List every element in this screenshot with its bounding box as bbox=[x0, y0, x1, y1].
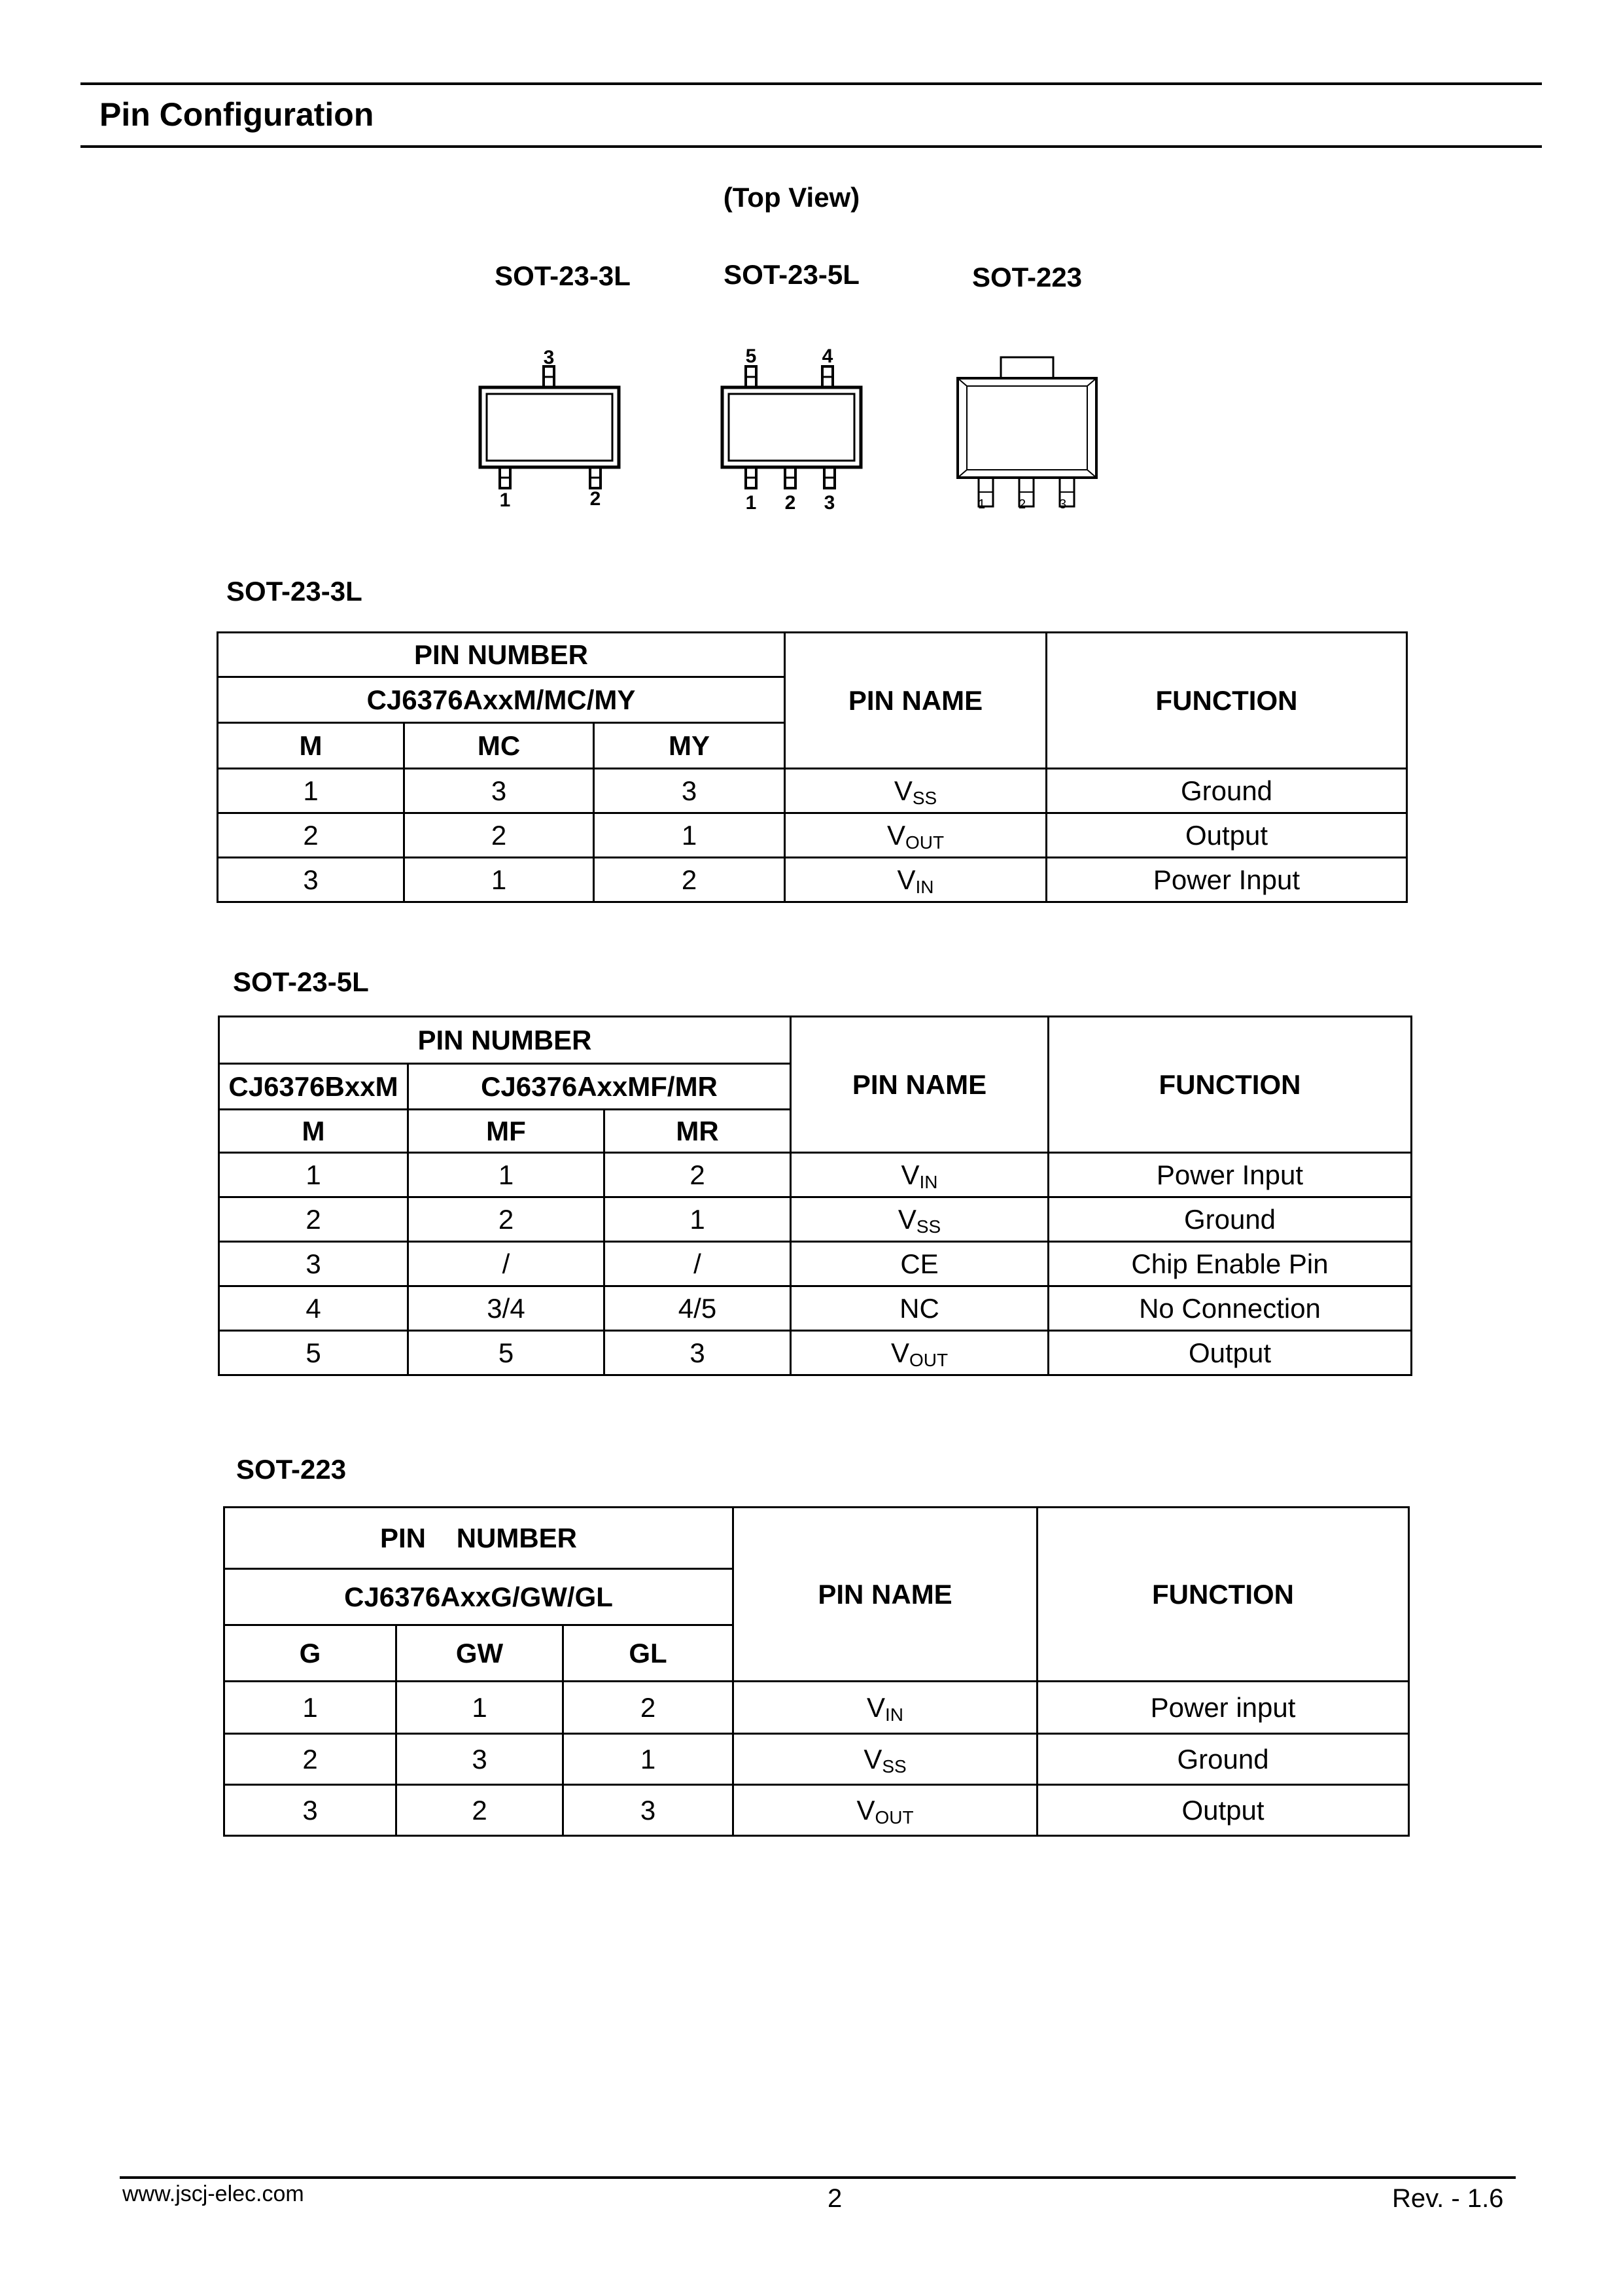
footer-revision: Rev. - 1.6 bbox=[1392, 2184, 1504, 2213]
function-cell: Ground bbox=[1047, 769, 1407, 813]
pin-cell: / bbox=[408, 1242, 604, 1286]
package-label-sot223: SOT-223 bbox=[971, 262, 1083, 292]
pin-cell: 2 bbox=[396, 1785, 563, 1836]
column-header: GW bbox=[396, 1625, 563, 1682]
pin-cell: 1 bbox=[604, 1197, 791, 1242]
function-cell: Output bbox=[1047, 813, 1407, 858]
pin-cell: 1 bbox=[219, 1153, 408, 1197]
pin-cell: 2 bbox=[219, 1197, 408, 1242]
part-number-header: CJ6376AxxG/GW/GL bbox=[224, 1569, 733, 1625]
pin-cell: 2 bbox=[604, 1153, 791, 1197]
header-top-rule bbox=[80, 82, 1542, 85]
section-title: Pin Configuration bbox=[99, 96, 374, 133]
pin-name-cell: $V_{IN}$ bbox=[733, 1682, 1038, 1734]
sot23-5l-pin3-label: 3 bbox=[824, 492, 835, 514]
column-header: MR bbox=[604, 1110, 791, 1153]
pin-cell: 1 bbox=[218, 769, 404, 813]
pin-cell: 3 bbox=[563, 1785, 733, 1836]
column-header: M bbox=[219, 1110, 408, 1153]
table-row bbox=[218, 769, 1407, 813]
column-header: GL bbox=[563, 1625, 733, 1682]
table-row bbox=[224, 1682, 1409, 1734]
pin-name-header: PIN NAME bbox=[785, 633, 1047, 769]
table-row bbox=[224, 1734, 1409, 1785]
pin-name-cell: $V_{OUT}$ bbox=[733, 1785, 1038, 1836]
pin-cell: 1 bbox=[408, 1153, 604, 1197]
pin-name-cell: NC bbox=[791, 1286, 1049, 1331]
function-cell: Output bbox=[1038, 1785, 1409, 1836]
pin-cell: 3 bbox=[219, 1242, 408, 1286]
column-header: MY bbox=[594, 723, 785, 769]
pin-cell: 2 bbox=[404, 813, 594, 858]
package-label-sot23-5l: SOT-23-5L bbox=[724, 259, 860, 290]
pin-name-cell: CE bbox=[791, 1242, 1049, 1286]
sot223-pin3-label: 3 bbox=[1059, 497, 1067, 512]
sot23-5l-pin2-label: 2 bbox=[784, 492, 796, 514]
part-number-header: CJ6376AxxM/MC/MY bbox=[218, 677, 785, 723]
sot23-3l-pin-table bbox=[217, 631, 1408, 903]
function-header: FUNCTION bbox=[1047, 633, 1407, 769]
pin-cell: 2 bbox=[563, 1682, 733, 1734]
part-number-header-a: CJ6376AxxMF/MR bbox=[408, 1064, 791, 1110]
pin-cell: 3 bbox=[604, 1331, 791, 1375]
function-cell: Ground bbox=[1038, 1734, 1409, 1785]
pin-cell: / bbox=[604, 1242, 791, 1286]
pin-cell: 1 bbox=[404, 858, 594, 902]
sot23-5l-pin1-label: 1 bbox=[745, 492, 757, 514]
pin-name-cell: $V_{SS}$ bbox=[785, 769, 1047, 813]
pin-cell: 5 bbox=[219, 1331, 408, 1375]
pin-number-header: PIN NUMBER bbox=[218, 633, 785, 677]
pin-number-header: PIN NUMBER bbox=[224, 1508, 733, 1569]
sot23-5l-diagram bbox=[713, 334, 870, 517]
function-header: FUNCTION bbox=[1049, 1017, 1412, 1153]
sot23-3l-pin2-label: 2 bbox=[589, 488, 601, 510]
footer-rule bbox=[120, 2176, 1516, 2179]
column-header: M bbox=[218, 723, 404, 769]
top-view-label: (Top View) bbox=[723, 182, 860, 213]
pin-number-header: PIN NUMBER bbox=[219, 1017, 791, 1064]
function-cell: Chip Enable Pin bbox=[1049, 1242, 1412, 1286]
sot223-table-label: SOT-223 bbox=[236, 1454, 347, 1485]
pin-cell: 3 bbox=[218, 858, 404, 902]
pin-cell: 1 bbox=[563, 1734, 733, 1785]
pin-name-cell: $V_{SS}$ bbox=[733, 1734, 1038, 1785]
pin-name-header: PIN NAME bbox=[791, 1017, 1049, 1153]
pin-cell: 4/5 bbox=[604, 1286, 791, 1331]
pin-cell: 2 bbox=[224, 1734, 396, 1785]
sot223-diagram bbox=[949, 353, 1106, 517]
header-bottom-rule bbox=[80, 145, 1542, 148]
sot23-5l-pin-table bbox=[218, 1016, 1412, 1376]
pin-cell: 2 bbox=[218, 813, 404, 858]
pin-cell: 3/4 bbox=[408, 1286, 604, 1331]
pin-cell: 3 bbox=[396, 1734, 563, 1785]
table-row bbox=[219, 1331, 1412, 1375]
pin-name-cell: $V_{OUT}$ bbox=[785, 813, 1047, 858]
part-number-header-b: CJ6376BxxM bbox=[219, 1064, 408, 1110]
pin-cell: 1 bbox=[396, 1682, 563, 1734]
function-cell: Ground bbox=[1049, 1197, 1412, 1242]
sot23-5l-pin4-label: 4 bbox=[822, 345, 833, 367]
pin-name-cell: $V_{IN}$ bbox=[785, 858, 1047, 902]
function-cell: Power Input bbox=[1047, 858, 1407, 902]
table-row bbox=[219, 1242, 1412, 1286]
function-cell: Output bbox=[1049, 1331, 1412, 1375]
sot223-pin-table bbox=[223, 1506, 1410, 1837]
pin-name-cell: $V_{SS}$ bbox=[791, 1197, 1049, 1242]
table-row bbox=[218, 858, 1407, 902]
pin-name-cell: $V_{OUT}$ bbox=[791, 1331, 1049, 1375]
function-cell: No Connection bbox=[1049, 1286, 1412, 1331]
pin-cell: 4 bbox=[219, 1286, 408, 1331]
function-header: FUNCTION bbox=[1038, 1508, 1409, 1682]
sot23-5l-pin5-label: 5 bbox=[745, 345, 757, 367]
sot23-3l-pin3-label: 3 bbox=[543, 347, 555, 368]
pin-cell: 3 bbox=[224, 1785, 396, 1836]
function-cell: Power Input bbox=[1049, 1153, 1412, 1197]
table-row bbox=[219, 1153, 1412, 1197]
sot223-pin2-label: 2 bbox=[1019, 497, 1026, 512]
footer-website: www.jscj-elec.com bbox=[122, 2181, 304, 2206]
pin-cell: 3 bbox=[594, 769, 785, 813]
sot223-pin1-label: 1 bbox=[978, 497, 986, 512]
pin-cell: 2 bbox=[408, 1197, 604, 1242]
sot23-3l-diagram bbox=[471, 340, 641, 510]
function-cell: Power input bbox=[1038, 1682, 1409, 1734]
sot23-5l-table-label: SOT-23-5L bbox=[233, 966, 369, 997]
footer-page-number: 2 bbox=[828, 2184, 843, 2213]
table-row bbox=[219, 1286, 1412, 1331]
pin-name-cell: $V_{IN}$ bbox=[791, 1153, 1049, 1197]
sot23-3l-pin1-label: 1 bbox=[499, 489, 511, 510]
pin-cell: 1 bbox=[224, 1682, 396, 1734]
column-header: G bbox=[224, 1625, 396, 1682]
pin-cell: 2 bbox=[594, 858, 785, 902]
pin-cell: 5 bbox=[408, 1331, 604, 1375]
package-label-sot23-3l: SOT-23-3L bbox=[495, 260, 631, 291]
column-header: MF bbox=[408, 1110, 604, 1153]
pin-cell: 1 bbox=[594, 813, 785, 858]
table-row bbox=[224, 1785, 1409, 1836]
column-header: MC bbox=[404, 723, 594, 769]
table-row bbox=[219, 1197, 1412, 1242]
sot23-3l-table-label: SOT-23-3L bbox=[226, 576, 362, 607]
pin-name-header: PIN NAME bbox=[733, 1508, 1038, 1682]
pin-cell: 3 bbox=[404, 769, 594, 813]
table-row bbox=[218, 813, 1407, 858]
